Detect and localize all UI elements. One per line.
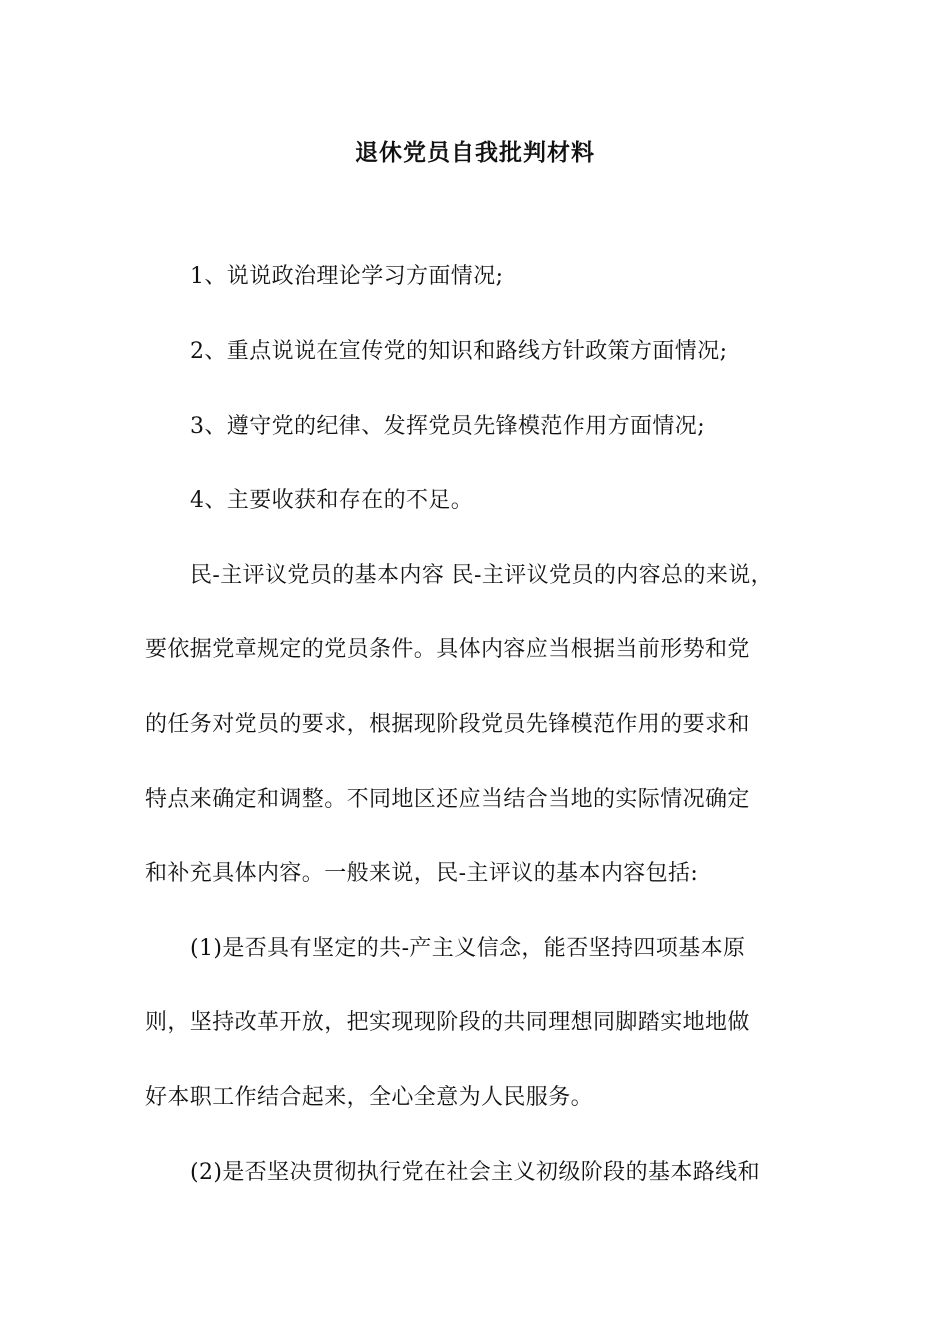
paragraph-line: 和补充具体内容。一般来说，民-主评议的基本内容包括: — [145, 861, 699, 886]
paragraph-line: (2)是否坚决贯彻执行党在社会主义初级阶段的基本路线和 — [190, 1160, 760, 1185]
document-title: 退休党员自我批判材料 — [355, 139, 595, 166]
paragraph-line: 好本职工作结合起来，全心全意为人民服务。 — [145, 1085, 594, 1110]
paragraph-line: 要依据党章规定的党员条件。具体内容应当根据当前形势和党 — [145, 637, 750, 662]
list-item: 1、说说政治理论学习方面情况; — [190, 264, 504, 289]
paragraph-line: 则，坚持改革开放，把实现现阶段的共同理想同脚踏实地地做 — [145, 1010, 750, 1035]
list-item: 2、重点说说在宣传党的知识和路线方针政策方面情况; — [190, 339, 728, 364]
list-item: 4、主要收获和存在的不足。 — [190, 488, 474, 513]
paragraph-line: 民-主评议党员的基本内容 民-主评议党员的内容总的来说， — [190, 563, 774, 588]
list-item: 3、遵守党的纪律、发挥党员先锋模范作用方面情况; — [190, 414, 706, 439]
paragraph-line: 的任务对党员的要求，根据现阶段党员先锋模范作用的要求和 — [145, 712, 750, 737]
paragraph-line: 特点来确定和调整。不同地区还应当结合当地的实际情况确定 — [145, 787, 750, 812]
paragraph-line: (1)是否具有坚定的共-产主义信念，能否坚持四项基本原 — [190, 936, 746, 961]
